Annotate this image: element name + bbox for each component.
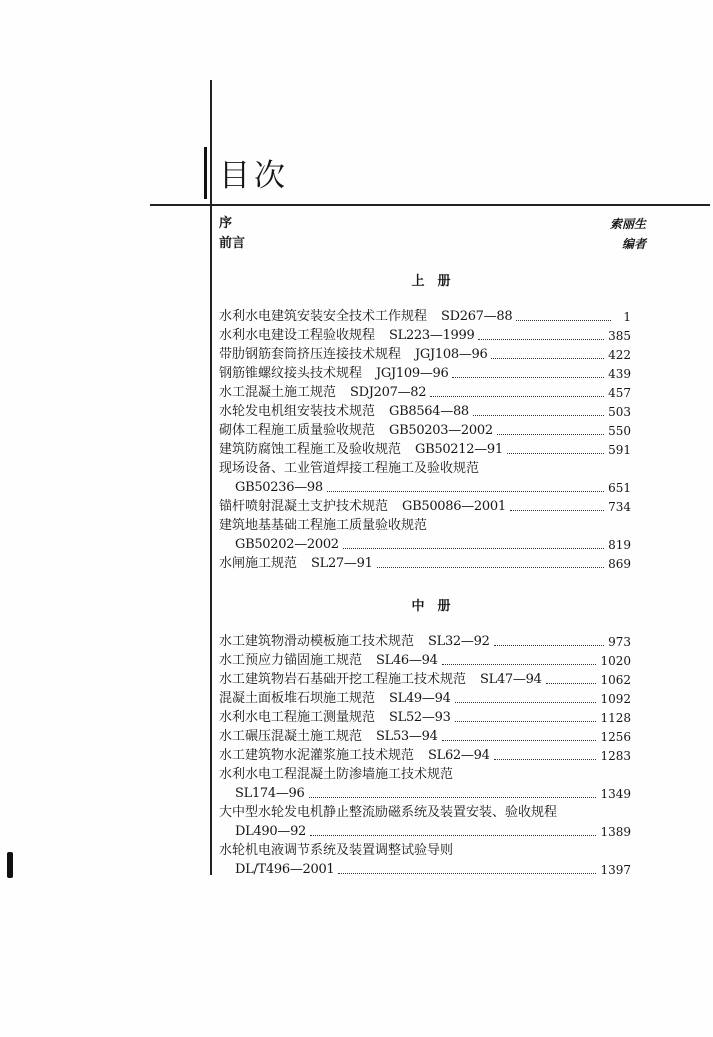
toc-entry-title: 水工碾压混凝土施工规范: [219, 729, 363, 744]
dot-leader: [516, 320, 611, 321]
toc-entry-title: 大中型水轮发电机静止整流励磁系统及装置安装、验收规程: [219, 805, 558, 820]
toc-entry-code: SL223—1999: [389, 328, 475, 343]
toc-entry-code: SL49—94: [389, 691, 451, 706]
toc-entry[interactable]: [219, 841, 631, 879]
toc-entry-code: JGJ109—96: [376, 366, 449, 381]
toc-entry[interactable]: [219, 345, 631, 364]
toc-entry-page: 422: [608, 348, 631, 362]
toc-entry-title: 水工预应力锚固施工规范: [219, 653, 363, 668]
toc-entry-page: 1397: [600, 863, 631, 877]
toc-entry[interactable]: [219, 746, 631, 765]
toc-entry-page: 973: [608, 635, 631, 649]
toc-entry[interactable]: [219, 402, 631, 421]
dot-leader: [442, 664, 597, 665]
toc-entry-page: 1128: [600, 711, 631, 725]
toc-entry-page: 550: [608, 424, 631, 438]
toc-entry[interactable]: [219, 632, 631, 651]
front-item-preface-author: 索丽生: [609, 217, 646, 231]
front-item-preface: 序: [219, 216, 233, 231]
dot-leader: [310, 835, 596, 836]
toc-entry[interactable]: [219, 765, 631, 803]
dot-leader: [497, 434, 604, 435]
toc-entry-title: 水工建筑物岩石基础开挖工程施工技术规范: [219, 672, 467, 687]
toc-entry-code: SL46—94: [376, 653, 438, 668]
toc-entry[interactable]: [219, 440, 631, 459]
toc-entry-code: SL27—91: [311, 556, 373, 571]
toc-entry-page: 869: [608, 557, 631, 571]
dot-leader: [478, 339, 604, 340]
toc-entry-page: 1349: [600, 787, 631, 801]
toc-entry[interactable]: [219, 670, 631, 689]
toc-entry-title: 钢筋锥螺纹接头技术规程: [219, 366, 363, 381]
toc-entry-page: 1: [623, 310, 631, 324]
toc-entry[interactable]: [219, 651, 631, 670]
toc-entry[interactable]: [219, 497, 631, 516]
dot-leader: [494, 645, 605, 646]
toc-entry-page: 819: [608, 538, 631, 552]
toc-entry-title: 水轮发电机组安装技术规范: [219, 404, 376, 419]
toc-entry-page: 1389: [600, 825, 631, 839]
toc-entry-code: GB50236—98: [235, 480, 323, 495]
toc-entry-title: 水利水电工程混凝土防渗墙施工技术规范: [219, 767, 454, 782]
dot-leader: [442, 740, 597, 741]
dot-leader: [377, 567, 605, 568]
dot-leader: [455, 721, 597, 722]
toc-entry-title: 水利水电建筑安装安全技术工作规程: [219, 309, 428, 324]
binding-mark: [7, 852, 13, 878]
toc-entry-title: 水利水电工程施工测量规范: [219, 710, 376, 725]
front-item-foreword-author: 编者: [621, 237, 646, 251]
toc-entry-code: DL/T496—2001: [235, 862, 335, 877]
toc-entry[interactable]: [219, 421, 631, 440]
title-marker: [204, 147, 207, 199]
toc-entry-code: SL32—92: [428, 634, 490, 649]
toc-entry-code: SD267—88: [441, 309, 513, 324]
toc-entry-code: SL47—94: [480, 672, 542, 687]
toc-entry-code: SL52—93: [389, 710, 451, 725]
dot-leader: [338, 873, 596, 874]
toc-entry-title: 混凝土面板堆石坝施工规范: [219, 691, 376, 706]
toc-entry-code: SL62—94: [428, 748, 490, 763]
toc-entry-code: SL53—94: [376, 729, 438, 744]
dot-leader: [494, 759, 597, 760]
volume-heading-1: 上 册: [411, 274, 451, 289]
toc-entry-code: SDJ207—82: [350, 385, 427, 400]
toc-entry-title: 水工混凝土施工规范: [219, 385, 337, 400]
toc-list-volume-2: [219, 632, 631, 879]
toc-entry[interactable]: [219, 383, 631, 402]
toc-list-volume-1: [219, 307, 631, 573]
toc-entry-title: 水闸施工规范: [219, 556, 298, 571]
toc-entry-title: 现场设备、工业管道焊接工程施工及验收规范: [219, 461, 480, 476]
toc-entry-code: GB50086—2001: [402, 499, 506, 514]
dot-leader: [430, 396, 604, 397]
dot-leader: [327, 491, 604, 492]
toc-entry[interactable]: [219, 459, 631, 497]
toc-entry-title: 建筑地基基础工程施工质量验收规范: [219, 518, 428, 533]
dot-leader: [452, 377, 604, 378]
toc-entry-code: GB50212—91: [415, 442, 503, 457]
toc-entry[interactable]: [219, 307, 631, 326]
toc-entry[interactable]: [219, 708, 631, 727]
toc-entry-title: 锚杆喷射混凝土支护技术规范: [219, 499, 389, 514]
toc-entry-page: 734: [608, 500, 631, 514]
title-underline: [150, 204, 710, 206]
toc-entry-title: 砌体工程施工质量验收规范: [219, 423, 376, 438]
toc-entry-page: 385: [608, 329, 631, 343]
toc-entry-code: GB50203—2002: [389, 423, 493, 438]
dot-leader: [510, 510, 604, 511]
toc-entry[interactable]: [219, 516, 631, 554]
toc-entry-page: 503: [608, 405, 631, 419]
toc-entry[interactable]: [219, 803, 631, 841]
toc-entry[interactable]: [219, 554, 631, 573]
dot-leader: [473, 415, 604, 416]
toc-entry-page: 591: [608, 443, 631, 457]
dot-leader: [309, 797, 597, 798]
toc-entry[interactable]: [219, 727, 631, 746]
toc-entry-page: 1062: [600, 673, 631, 687]
toc-entry-title: 带肋钢筋套筒挤压连接技术规程: [219, 347, 402, 362]
vertical-rule: [210, 80, 212, 875]
toc-entry-page: 1092: [600, 692, 631, 706]
page-title: 目次: [219, 158, 289, 194]
front-item-foreword: 前言: [219, 236, 246, 251]
toc-entry-page: 439: [608, 367, 631, 381]
toc-entry-page: 1256: [600, 730, 631, 744]
toc-entry-code: JGJ108—96: [415, 347, 488, 362]
toc-entry-code: SL174—96: [235, 786, 305, 801]
toc-entry-code: GB50202—2002: [235, 537, 339, 552]
toc-entry-page: 651: [608, 481, 631, 495]
toc-entry-title: 水工建筑物滑动模板施工技术规范: [219, 634, 415, 649]
dot-leader: [455, 702, 597, 703]
toc-entry-title: 建筑防腐蚀工程施工及验收规范: [219, 442, 402, 457]
toc-entry-code: GB8564—88: [389, 404, 469, 419]
dot-leader: [491, 358, 604, 359]
toc-entry-title: 水利水电建设工程验收规程: [219, 328, 376, 343]
dot-leader: [507, 453, 604, 454]
toc-entry-page: 1020: [600, 654, 631, 668]
toc-entry-page: 1283: [600, 749, 631, 763]
volume-heading-2: 中 册: [411, 599, 451, 614]
toc-entry-title: 水轮机电液调节系统及装置调整试验导则: [219, 843, 454, 858]
toc-entry[interactable]: [219, 364, 631, 383]
toc-entry[interactable]: [219, 689, 631, 708]
toc-entry[interactable]: [219, 326, 631, 345]
toc-entry-title: 水工建筑物水泥灌浆施工技术规范: [219, 748, 415, 763]
toc-entry-page: 457: [608, 386, 631, 400]
dot-leader: [546, 683, 597, 684]
toc-entry-code: DL490—92: [235, 824, 307, 839]
dot-leader: [343, 548, 604, 549]
